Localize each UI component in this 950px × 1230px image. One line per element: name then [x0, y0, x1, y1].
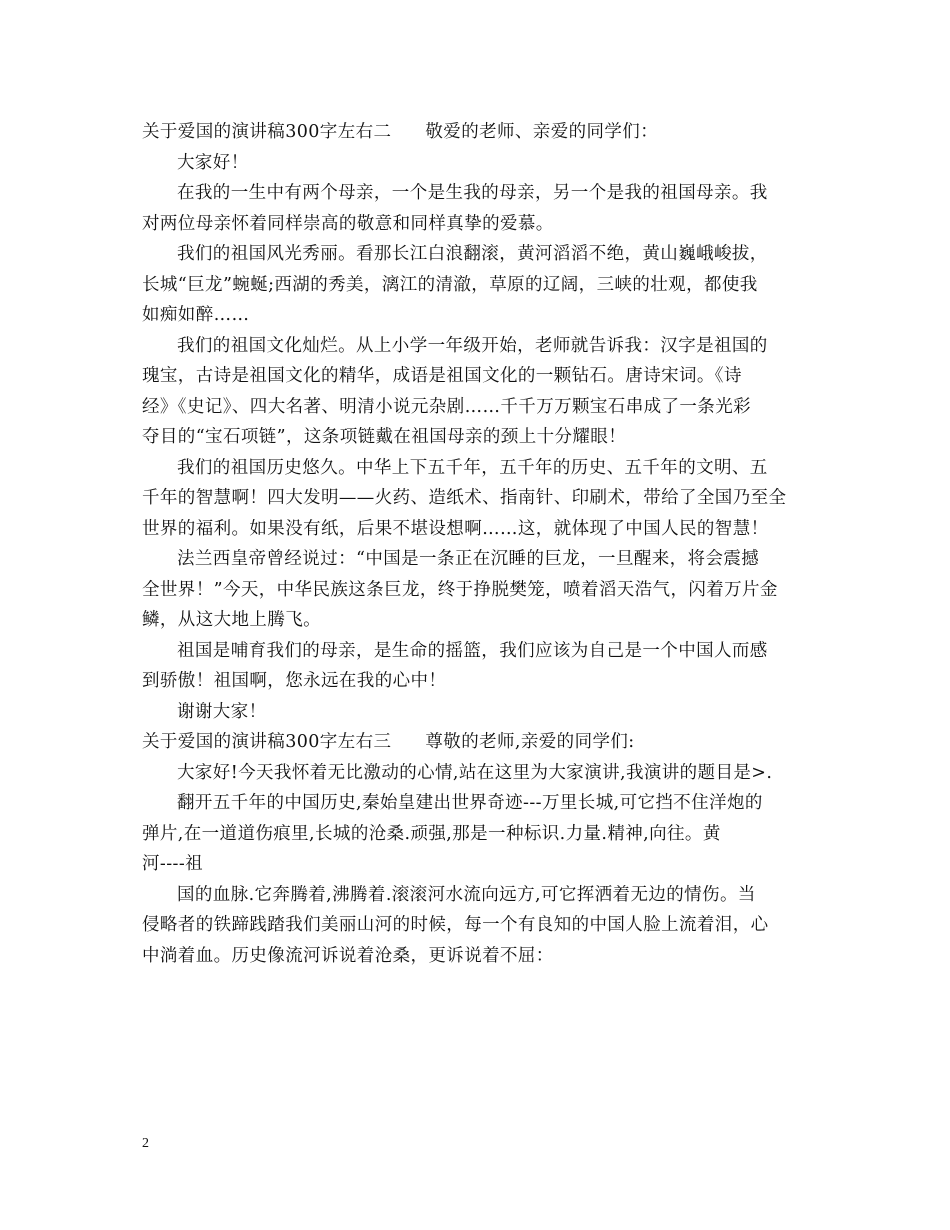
- paragraph-line: 千年的智慧啊！四大发明——火药、造纸术、指南针、印刷术，带给了全国乃至全: [142, 488, 787, 508]
- paragraph-line: 我们的祖国文化灿烂。从上小学一年级开始，老师就告诉我：汉字是祖国的: [177, 335, 768, 356]
- paragraph-line: 大家好!今天我怀着无比激动的心情,站在这里为大家演讲,我演讲的题目是>.: [177, 762, 773, 783]
- paragraph-line: 我们的祖国风光秀丽。看那长江白浪翻滚，黄河滔滔不绝，黄山巍峨峻拔，: [177, 244, 768, 264]
- paragraph-line: 中淌着血。历史像流河诉说着沧桑，更诉说着不屈：: [142, 945, 554, 966]
- section-heading: [142, 727, 810, 758]
- paragraph-line: 经》《史记》、四大名著、明清小说元杂剧……千千万万颗宝石串成了一条光彩: [142, 396, 751, 417]
- heading-title: 关于爱国的演讲稿300字左右二: [142, 122, 392, 142]
- heading-title: 关于爱国的演讲稿300字左右三: [142, 732, 392, 752]
- document-body: [142, 117, 810, 971]
- paragraph-line: 河----祖: [142, 854, 204, 874]
- paragraph-line: 对两位母亲怀着同样崇高的敬意和同样真挚的爱慕。: [142, 213, 554, 234]
- section-heading: [142, 117, 810, 148]
- heading-salutation: 尊敬的老师,亲爱的同学们:: [425, 732, 635, 752]
- paragraph-line: 长城“巨龙”蜿蜒;西湖的秀美，漓江的清澈，草原的辽阔，三峡的壮观，都使我: [142, 274, 758, 295]
- paragraph-line: 弹片,在一道道伤痕里,长城的沧桑.顽强,那是一种标识.力量.精神,向往。黄: [142, 823, 721, 844]
- paragraph-line: 大家好！: [177, 152, 249, 173]
- heading-salutation: 敬爱的老师、亲爱的同学们：: [425, 122, 659, 142]
- paragraph-line: 瑰宝，古诗是祖国文化的精华，成语是祖国文化的一颗钻石。唐诗宋词。《诗: [142, 366, 742, 386]
- paragraph-line: 如痴如醉……: [142, 305, 250, 325]
- paragraph-line: 我们的祖国历史悠久。中华上下五千年，五千年的历史、五千年的文明、五: [177, 457, 768, 478]
- paragraph-line: 世界的福利。如果没有纸，后果不堪设想啊……这，就体现了中国人民的智慧！: [142, 518, 769, 539]
- paragraph-line: 祖国是哺育我们的母亲，是生命的摇篮，我们应该为自己是一个中国人而感: [177, 640, 768, 661]
- page-number: 2: [142, 1136, 149, 1151]
- paragraph-line: 翻开五千年的中国历史,秦始皇建出世界奇迹---万里长城,可它挡不住洋炮的: [177, 793, 763, 813]
- paragraph-line: 全世界！”今天，中华民族这条巨龙，终于挣脱樊笼，喷着滔天浩气，闪着万片金: [142, 579, 778, 600]
- paragraph-line: 到骄傲！祖国啊，您永远在我的心中！: [142, 671, 447, 691]
- paragraph-line: 在我的一生中有两个母亲，一个是生我的母亲，另一个是我的祖国母亲。我: [177, 183, 768, 203]
- paragraph-line: 鳞，从这大地上腾飞。: [142, 610, 321, 630]
- paragraph-line: 侵略者的铁蹄践踏我们美丽山河的时候，每一个有良知的中国人脸上流着泪，心: [142, 915, 769, 935]
- paragraph-line: 谢谢大家！: [177, 701, 267, 722]
- paragraph-line: 夺目的“宝石项链”，这条项链戴在祖国母亲的颈上十分耀眼！: [142, 427, 627, 447]
- paragraph-line: 国的血脉.它奔腾着,沸腾着.滚滚河水流向远方,可它挥洒着无边的情伤。当: [177, 884, 756, 905]
- paragraph-line: 法兰西皇帝曾经说过：“中国是一条正在沉睡的巨龙，一旦醒来，将会震撼: [177, 549, 760, 569]
